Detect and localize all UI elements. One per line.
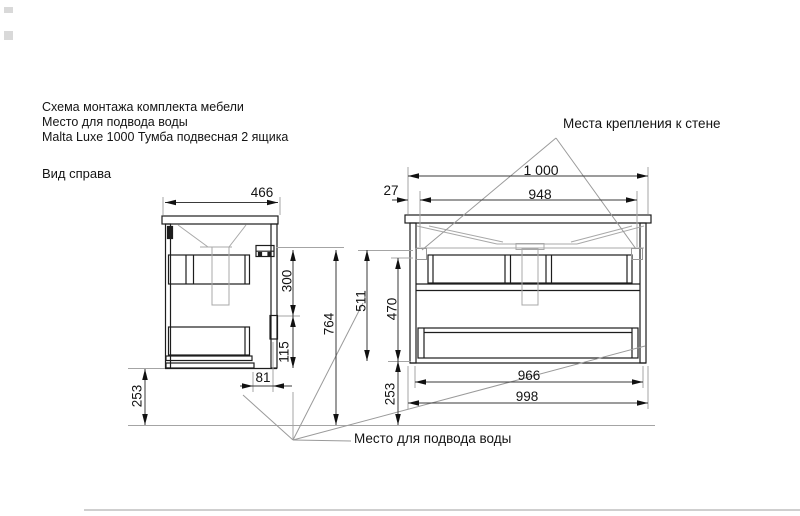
dim-253-right-label: 253 (382, 382, 398, 406)
dim-966-label: 966 (517, 368, 541, 383)
mount-leader-right (556, 138, 636, 249)
side-lower-drawer (169, 327, 250, 355)
front-left-wall (410, 223, 416, 363)
dim-1000-label: 1 000 (523, 162, 559, 178)
front-view-basin (417, 226, 644, 305)
side-wall-rail (168, 227, 173, 239)
dim-948-label: 948 (528, 186, 552, 202)
water-supply-annotation: Место для подвода воды (354, 431, 512, 446)
side-upper-drawer (169, 255, 250, 284)
dim-998-label: 998 (515, 389, 539, 404)
side-drain-pipe (212, 247, 229, 305)
dim-764-label: 764 (321, 312, 337, 336)
front-right-wall (640, 223, 646, 363)
doc-title-line-3: Malta Luxe 1000 Тумба подвесная 2 ящика (42, 130, 289, 144)
doc-title-line-1: Схема монтажа комплекта мебели (42, 100, 244, 114)
side-countertop (162, 216, 278, 224)
dim-466-label: 466 (250, 185, 274, 200)
side-view-basin (178, 225, 246, 305)
dim-470-label: 470 (384, 297, 400, 321)
dim-115-label: 115 (276, 341, 292, 363)
dim-253-left-label: 253 (129, 384, 145, 408)
wall-mount-annotation: Места крепления к стене (563, 116, 721, 131)
front-drain-pipe (522, 249, 538, 305)
dim-300-label: 300 (279, 269, 295, 293)
front-view-drawing (405, 215, 651, 363)
side-view-drawing (162, 216, 278, 369)
dim-511-label: 511 (353, 290, 369, 312)
leader-lines (243, 138, 645, 441)
doc-title-line-2: Место для подвода воды (42, 115, 188, 129)
dim-27-label: 27 (383, 183, 399, 198)
mount-point-left (416, 249, 427, 260)
front-upper-drawer (428, 255, 632, 283)
wall-mount-points (416, 249, 643, 260)
water-leader-text (293, 440, 351, 441)
dim-81-label: 81 (255, 370, 271, 385)
water-leader-1 (243, 395, 293, 440)
side-view-label: Вид справа (42, 166, 112, 181)
mount-point-right (632, 249, 643, 260)
